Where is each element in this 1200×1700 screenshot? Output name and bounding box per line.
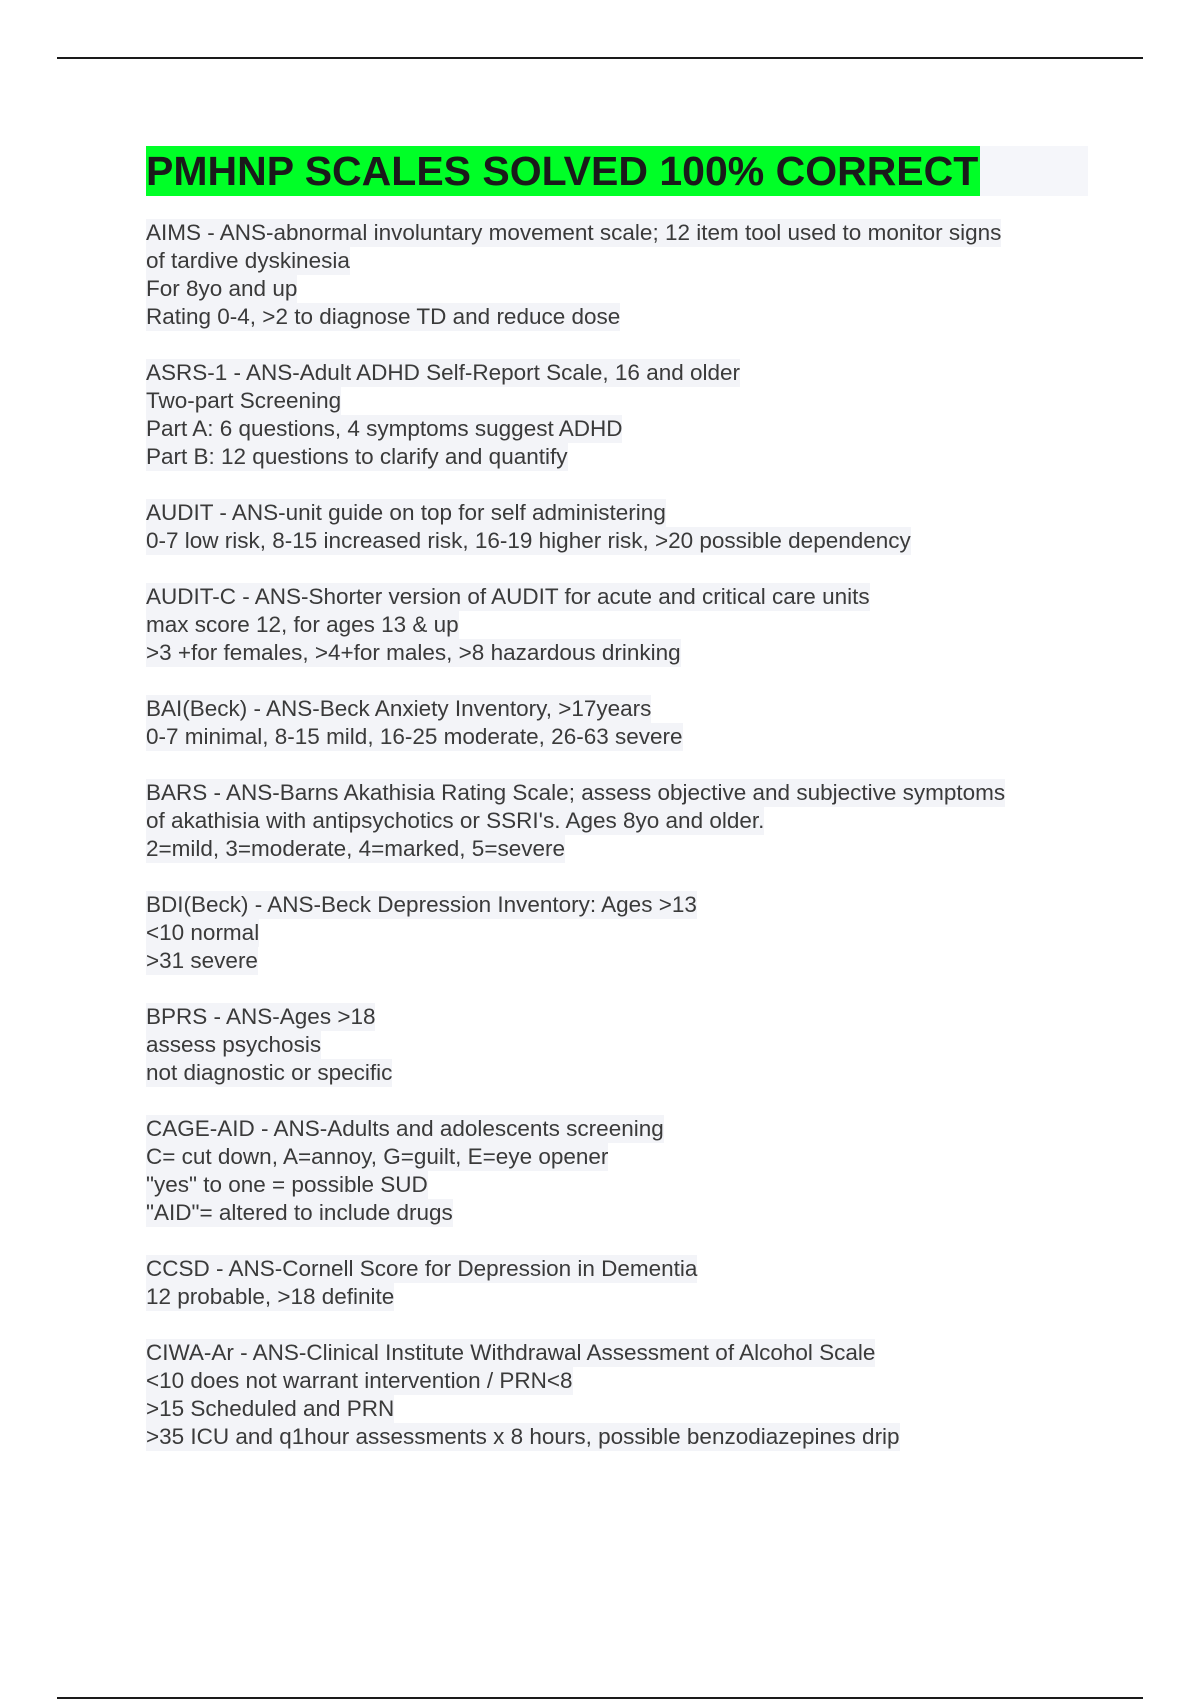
scale-entry-detail: >15 Scheduled and PRN (146, 1396, 395, 1421)
scale-entry-heading: CCSD - ANS-Cornell Score for Depression in Dementia (146, 1256, 698, 1281)
scale-entry-detail: "AID"= altered to include drugs (146, 1200, 453, 1225)
scale-entry (146, 1115, 1096, 1227)
scale-entry (146, 1255, 1096, 1311)
scale-entry-detail: <10 does not warrant intervention / PRN<8 (146, 1368, 573, 1393)
scale-entry-detail: of tardive dyskinesia (146, 248, 350, 273)
scale-entry-detail: C= cut down, A=annoy, G=guilt, E=eye opener (146, 1144, 609, 1169)
scale-entry (146, 219, 1096, 331)
scale-entry-detail: 0-7 low risk, 8-15 increased risk, 16-19 higher risk, >20 possible dependency (146, 528, 911, 553)
scale-entry-detail: >3 +for females, >4+for males, >8 hazardous drinking (146, 640, 681, 665)
scale-entry-heading: BARS - ANS-Barns Akathisia Rating Scale; assess objective and subjective symptoms (146, 780, 1006, 805)
scale-entry-detail: 0-7 minimal, 8-15 mild, 16-25 moderate, 26-63 severe (146, 724, 683, 749)
scale-entry (146, 1339, 1096, 1451)
scale-entry-heading: AIMS - ANS-abnormal involuntary movement scale; 12 item tool used to monitor signs (146, 220, 1002, 245)
scale-entry-heading: BDI(Beck) - ANS-Beck Depression Inventory: Ages >13 (146, 892, 697, 917)
scale-entry-detail: Part B: 12 questions to clarify and quantify (146, 444, 568, 469)
scale-entry-heading: AUDIT-C - ANS-Shorter version of AUDIT for acute and critical care units (146, 584, 870, 609)
bottom-rule (57, 1697, 1143, 1699)
scale-entry-detail: Two-part Screening (146, 388, 342, 413)
scale-entry-heading: AUDIT - ANS-unit guide on top for self administering (146, 500, 666, 525)
scale-entry-detail: Part A: 6 questions, 4 symptoms suggest ADHD (146, 416, 623, 441)
scale-entry (146, 359, 1096, 471)
scale-entry-detail: "yes" to one = possible SUD (146, 1172, 428, 1197)
scale-entry-detail: For 8yo and up (146, 276, 298, 301)
scale-entries-list (146, 219, 1096, 1451)
scale-entry-detail: of akathisia with antipsychotics or SSRI's. Ages 8yo and older. (146, 808, 765, 833)
document-title: PMHNP SCALES SOLVED 100% CORRECT (146, 148, 979, 194)
scale-entry-detail: not diagnostic or specific (146, 1060, 393, 1085)
scale-entry-detail: <10 normal (146, 920, 260, 945)
scale-entry (146, 779, 1096, 863)
scale-entry (146, 695, 1096, 751)
scale-entry-detail: >35 ICU and q1hour assessments x 8 hours, possible benzodiazepines drip (146, 1424, 900, 1449)
scale-entry-detail: >31 severe (146, 948, 258, 973)
scale-entry (146, 583, 1096, 667)
scale-entry-heading: BAI(Beck) - ANS-Beck Anxiety Inventory, >17years (146, 696, 652, 721)
scale-entry-detail: 2=mild, 3=moderate, 4=marked, 5=severe (146, 836, 565, 861)
top-rule (57, 57, 1143, 59)
scale-entry-detail: Rating 0-4, >2 to diagnose TD and reduce dose (146, 304, 621, 329)
scale-entry-detail: 12 probable, >18 definite (146, 1284, 395, 1309)
scale-entry-heading: BPRS - ANS-Ages >18 (146, 1004, 376, 1029)
scale-entry (146, 891, 1096, 975)
scale-entry-detail: assess psychosis (146, 1032, 322, 1057)
scale-entry-heading: CAGE-AID - ANS-Adults and adolescents screening (146, 1116, 664, 1141)
scale-entry-heading: CIWA-Ar - ANS-Clinical Institute Withdrawal Assessment of Alcohol Scale (146, 1340, 876, 1365)
title-band (146, 146, 1088, 196)
scale-entry-heading: ASRS-1 - ANS-Adult ADHD Self-Report Scale, 16 and older (146, 360, 741, 385)
scale-entry (146, 499, 1096, 555)
scale-entry (146, 1003, 1096, 1087)
document-body (146, 146, 1096, 1479)
scale-entry-detail: max score 12, for ages 13 & up (146, 612, 459, 637)
